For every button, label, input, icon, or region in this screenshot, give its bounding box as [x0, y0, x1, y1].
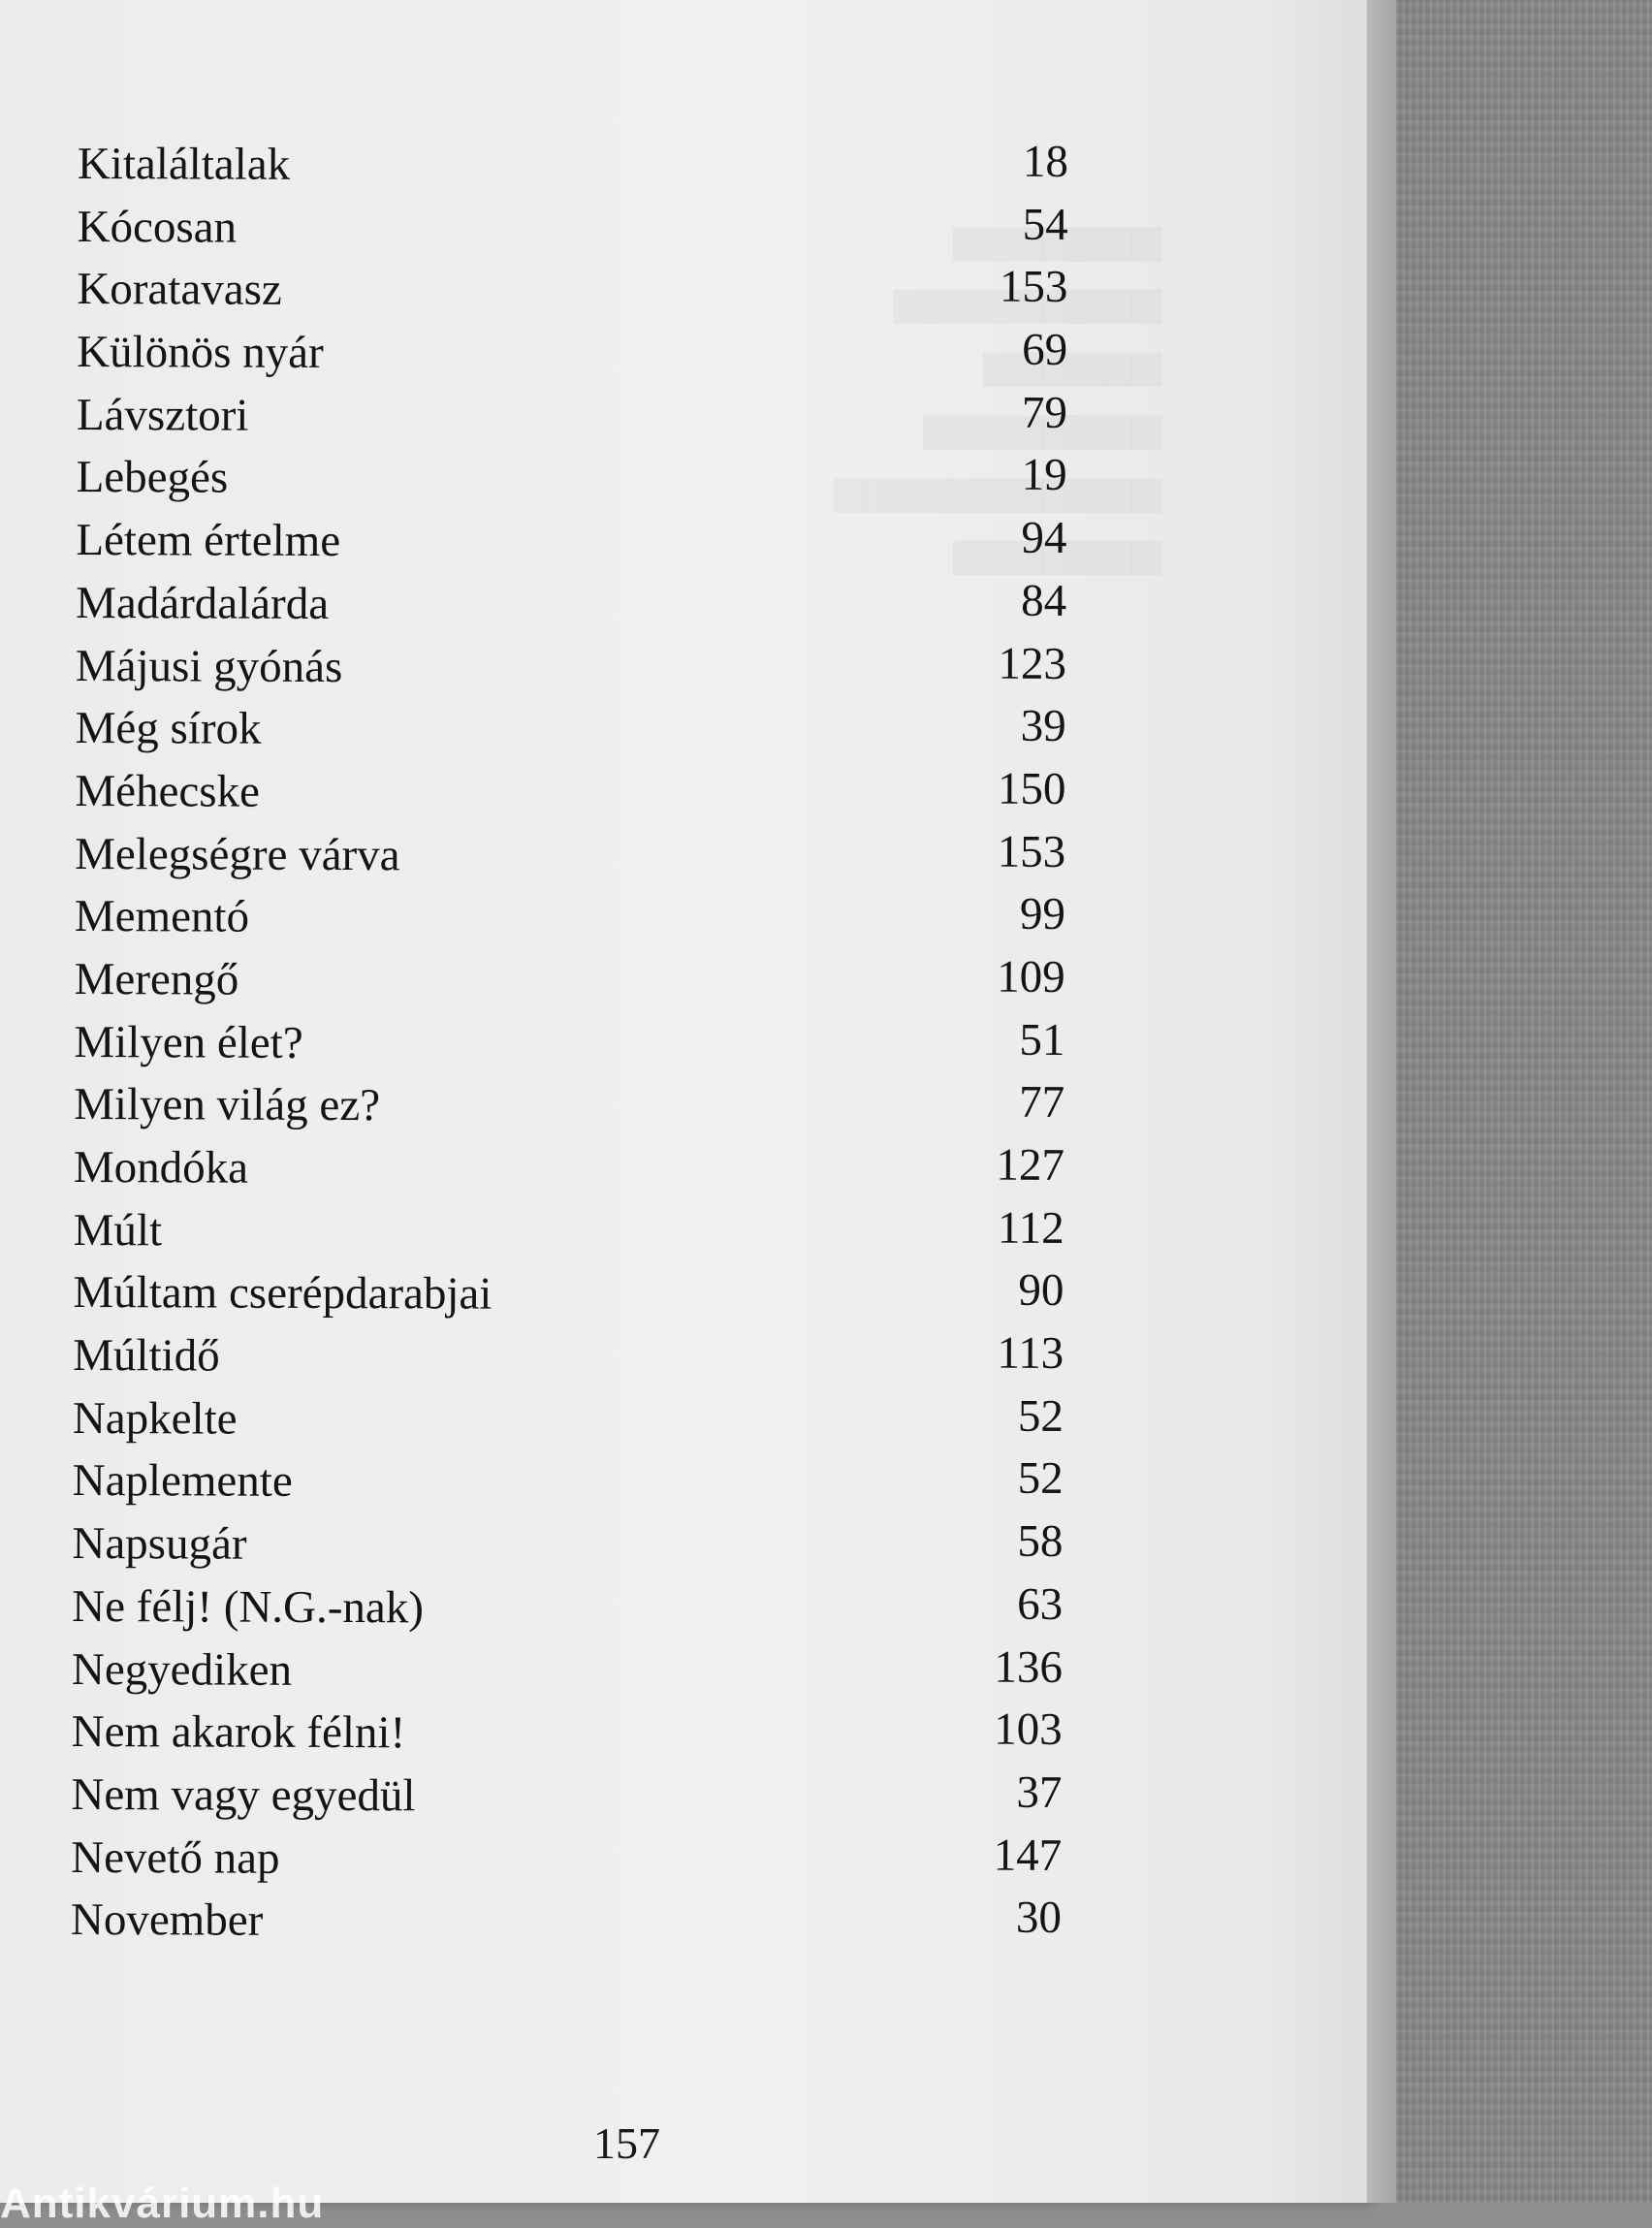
- toc-entry-page: 63: [1017, 1578, 1064, 1630]
- toc-entry-page: 94: [1021, 512, 1067, 564]
- toc-entry-title: Milyen világ ez?: [74, 1079, 381, 1131]
- watermark-logo: Antikvárium.hu: [0, 2180, 325, 2227]
- toc-entry-title: Napkelte: [72, 1392, 238, 1445]
- toc-entry: [77, 263, 1085, 330]
- toc-entry-title: Múltidő: [73, 1330, 220, 1382]
- toc-entry-page: 52: [1017, 1390, 1064, 1442]
- toc-entry: [73, 1329, 1081, 1396]
- toc-entry-title: Még sírok: [75, 703, 262, 754]
- toc-entry: [77, 326, 1085, 393]
- toc-entry-title: Merengő: [74, 953, 239, 1005]
- toc-entry-page: 18: [1022, 136, 1069, 187]
- toc-entry-title: Kitaláltalak: [77, 139, 291, 190]
- toc-entry: [72, 1517, 1080, 1584]
- toc-entry-page: 39: [1020, 700, 1066, 752]
- toc-entry-title: Múlt: [73, 1204, 163, 1257]
- page-edge: [1367, 0, 1396, 2203]
- toc-entry: [74, 1141, 1082, 1208]
- toc-entry-title: Naplemente: [72, 1455, 293, 1508]
- toc-entry: [75, 765, 1083, 832]
- toc-entry-page: 109: [997, 951, 1065, 1003]
- toc-entry: [73, 1392, 1081, 1459]
- toc-entry-title: Koratavasz: [77, 264, 282, 316]
- toc-entry: [78, 138, 1086, 205]
- toc-entry: [72, 1705, 1080, 1772]
- toc-entry-title: Különös nyár: [77, 327, 324, 379]
- toc-entry: [74, 1016, 1082, 1083]
- toc-entry-title: Múltam cserépdarabjai: [73, 1267, 492, 1321]
- page-number: 157: [593, 2118, 660, 2168]
- toc-entry-page: 127: [996, 1139, 1065, 1191]
- toc-entry-title: Májusi gyónás: [75, 640, 343, 692]
- toc-entry-page: 84: [1021, 575, 1067, 626]
- toc-entry: [77, 451, 1085, 518]
- toc-entry-page: 30: [1015, 1892, 1063, 1944]
- toc-entry: [77, 389, 1085, 456]
- toc-entry-title: Nem vagy egyedül: [71, 1768, 416, 1822]
- toc-entry-page: 113: [997, 1327, 1064, 1379]
- toc-entry: [73, 1454, 1081, 1521]
- toc-entry-title: Milyen élet?: [74, 1016, 303, 1068]
- toc-entry-page: 37: [1016, 1766, 1063, 1818]
- toc-entry-title: Nevető nap: [71, 1831, 280, 1884]
- toc-entry: [75, 953, 1083, 1020]
- toc-entry-title: Mondóka: [73, 1141, 249, 1194]
- toc-entry-page: 90: [1018, 1265, 1064, 1317]
- toc-entry: [76, 577, 1084, 644]
- toc-entry-title: Lebegés: [76, 452, 229, 504]
- toc-entry-page: 99: [1019, 888, 1066, 940]
- book-cover-texture: [1396, 0, 1652, 2203]
- toc-entry-title: November: [70, 1894, 264, 1946]
- toc-entry: [71, 1831, 1079, 1898]
- toc-entry-title: Nem akarok félni!: [71, 1706, 406, 1759]
- toc-entry-page: 58: [1017, 1515, 1064, 1568]
- toc-entry: [76, 514, 1084, 581]
- toc-entry-title: Mementó: [74, 891, 250, 942]
- toc-entry-title: Melegségre várva: [75, 828, 400, 880]
- toc-entry: [71, 1768, 1079, 1835]
- toc-entry-page: 51: [1019, 1014, 1065, 1066]
- toc-entry-page: 153: [997, 826, 1066, 877]
- toc-entry: [71, 1894, 1079, 1960]
- toc-entry-page: 123: [998, 638, 1067, 689]
- toc-entry-title: Kócosan: [77, 201, 238, 253]
- toc-entry-page: 150: [997, 763, 1066, 814]
- toc-entry-page: 77: [1019, 1077, 1065, 1129]
- toc-entry-title: Ne félj! (N.G.-nak): [72, 1580, 425, 1634]
- toc-entry: [75, 828, 1083, 895]
- toc-entry-page: 103: [994, 1703, 1063, 1756]
- toc-entry-page: 69: [1022, 324, 1068, 375]
- toc-entry: [73, 1266, 1081, 1333]
- toc-entry-title: Lávsztori: [76, 389, 249, 441]
- toc-entry-page: 112: [997, 1202, 1064, 1254]
- toc-entry-page: 19: [1021, 450, 1067, 501]
- toc-entry: [74, 1078, 1082, 1145]
- toc-entry-title: Létem értelme: [76, 515, 341, 567]
- toc-entry-title: Negyediken: [71, 1643, 293, 1696]
- toc-entry-page: 153: [999, 262, 1068, 313]
- table-of-contents: [71, 138, 1086, 1960]
- toc-entry-page: 136: [994, 1641, 1064, 1693]
- toc-entry: [74, 1204, 1082, 1271]
- toc-entry-title: Madárdalárda: [76, 577, 330, 629]
- toc-entry-page: 54: [1022, 199, 1068, 250]
- toc-entry: [76, 639, 1084, 706]
- toc-entry-title: Méhecske: [75, 765, 261, 817]
- toc-entry: [76, 702, 1084, 769]
- toc-entry: [72, 1642, 1080, 1709]
- toc-entry-page: 147: [993, 1830, 1063, 1881]
- toc-entry-title: Napsugár: [72, 1518, 247, 1570]
- toc-entry: [75, 890, 1083, 957]
- toc-entry: [78, 201, 1086, 268]
- toc-entry-page: 79: [1021, 387, 1068, 438]
- toc-entry-page: 52: [1017, 1453, 1064, 1505]
- toc-entry: [72, 1580, 1080, 1647]
